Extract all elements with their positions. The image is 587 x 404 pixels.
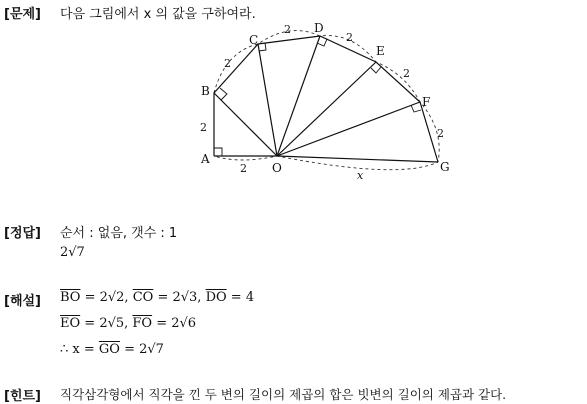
label-G: G [440, 160, 450, 174]
hint-tag: [힌트] [4, 389, 41, 404]
co-value: = 2√3, [153, 290, 206, 305]
eo-value: = 2√5, [80, 316, 133, 331]
segment-GO [277, 156, 438, 162]
label-F: F [422, 95, 431, 109]
problem-text: 다음 그림에서 x 의 값을 구하여라. [60, 7, 256, 22]
right-angle-E [371, 67, 381, 73]
segment-DO [277, 36, 320, 156]
segment-bo: $\overline{BO}$ [60, 290, 81, 305]
dashed-arc [214, 31, 439, 170]
segment-do: $\overline{DO}$ [205, 290, 227, 305]
do-value: = 4 [226, 290, 255, 305]
solution-line-3 [60, 342, 164, 357]
segment-FO [277, 102, 420, 156]
label-O: O [272, 161, 282, 175]
label-E: E [376, 44, 385, 58]
segment-go: $\overline{GO}$ [98, 342, 120, 357]
length-DE: 2 [346, 31, 353, 44]
length-AB: 2 [200, 121, 207, 134]
outer-path [214, 36, 438, 162]
right-angle-B [220, 88, 227, 100]
solution-tag: [해설] [4, 294, 41, 309]
solution-line-1 [60, 290, 254, 305]
label-D: D [314, 21, 324, 35]
bo-value: = 2√2, [80, 290, 133, 305]
length-FG: 2 [437, 127, 444, 140]
segment-fo: $\overline{FO}$ [132, 316, 153, 331]
answer-tag: [정답] [4, 226, 41, 241]
right-angle-F [411, 105, 421, 112]
label-A: A [201, 152, 210, 166]
label-C: C [249, 33, 259, 47]
label-B: B [201, 84, 210, 98]
length-CD: 2 [284, 23, 291, 36]
segment-eo: $\overline{EO}$ [60, 316, 81, 331]
answer-line-1: 순서 : 없음, 갯수 : 1 [60, 226, 178, 241]
hint-text: 직각삼각형에서 직각을 낀 두 변의 길이의 제곱의 합은 빗변의 길이의 제곱과 같다. [60, 387, 507, 402]
right-angle-A [214, 148, 222, 156]
answer-line-2: 2√7 [60, 245, 85, 260]
problem-tag: [문제] [4, 7, 41, 22]
segment-co: $\overline{CO}$ [132, 290, 154, 305]
length-AO: 2 [240, 162, 247, 175]
length-EF: 2 [403, 67, 410, 80]
therefore-prefix: ∴ x = [60, 342, 99, 357]
solution-line-2 [60, 316, 196, 331]
segment-EO [277, 62, 376, 156]
go-value: = 2√7 [119, 342, 164, 357]
length-OG: x [357, 169, 364, 182]
length-BC: 2 [224, 57, 231, 70]
fo-value: = 2√6 [152, 316, 197, 331]
